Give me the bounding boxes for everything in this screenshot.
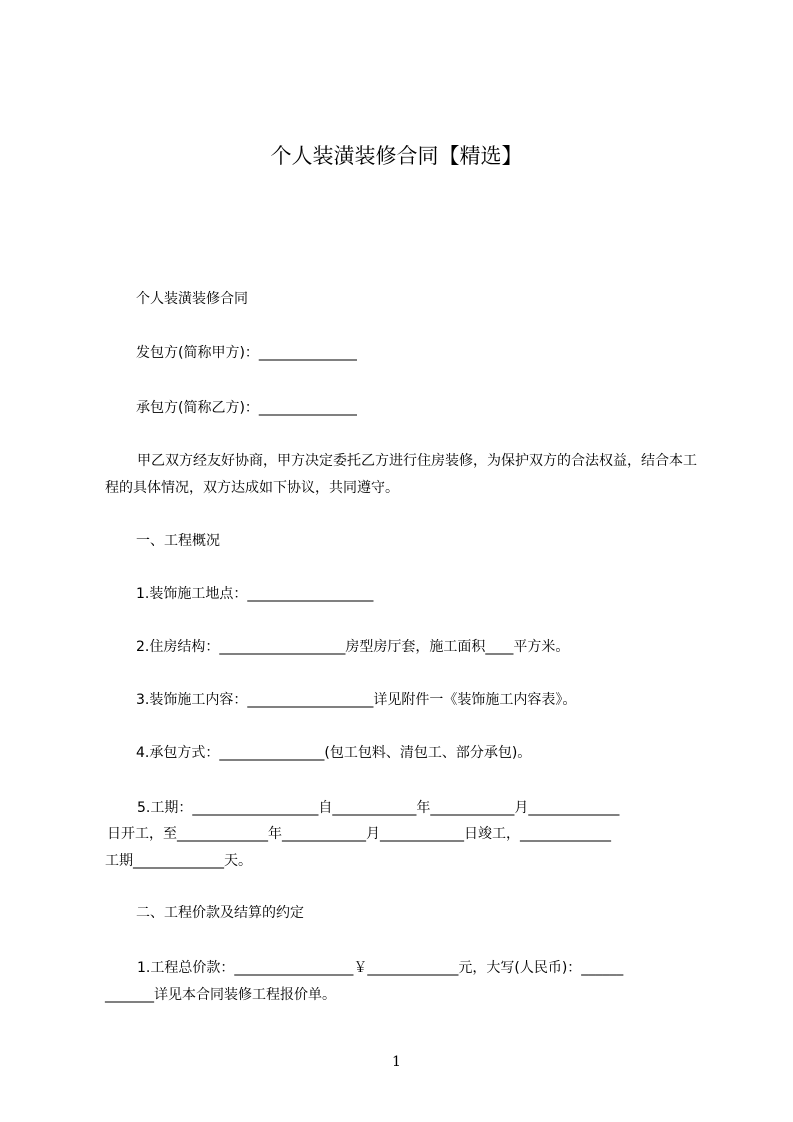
- document-title: 个人装潢装修合同【精选】: [270, 144, 523, 168]
- item-1-1: 1.装饰施工地点：__________________: [136, 586, 374, 602]
- contract-subtitle: 个人装潢装修合同: [136, 291, 248, 307]
- item-1-5-line-1: 5.工期：__________________自____________年____________月_____________: [137, 800, 620, 816]
- item-1-4: 4.承包方式：_______________(包工包料、清包工、部分承包)。: [136, 745, 532, 761]
- party-a-line: 发包方(简称甲方)：______________: [136, 345, 357, 361]
- section-heading-1: 一、工程概况: [136, 533, 220, 549]
- item-2-1-line-1: 1.工程总价款：_________________￥_____________元，大写(人民币)：______: [137, 960, 624, 976]
- item-1-2: 2.住房结构：__________________房型房厅套，施工面积____平方米。: [136, 639, 570, 655]
- intro-paragraph: 甲乙双方经友好协商，甲方决定委托乙方进行住房装修，为保护双方的合法权益，结合本工程的具体情况，双方达成如下协议，共同遵守。: [105, 453, 697, 496]
- item-1-3: 3.装饰施工内容：__________________详见附件一《装饰施工内容表》。: [136, 692, 577, 708]
- item-1-5-line-2: 日开工，至_____________年____________月____________日竣工，_____________: [107, 826, 611, 842]
- page-number: 1: [392, 1054, 401, 1070]
- party-b-line: 承包方(简称乙方)：______________: [136, 400, 357, 416]
- section-heading-2: 二、工程价款及结算的约定: [136, 905, 304, 921]
- item-2-1-line-2: _______详见本合同装修工程报价单。: [105, 987, 336, 1003]
- item-1-5-line-3: 工期_____________天。: [105, 853, 252, 869]
